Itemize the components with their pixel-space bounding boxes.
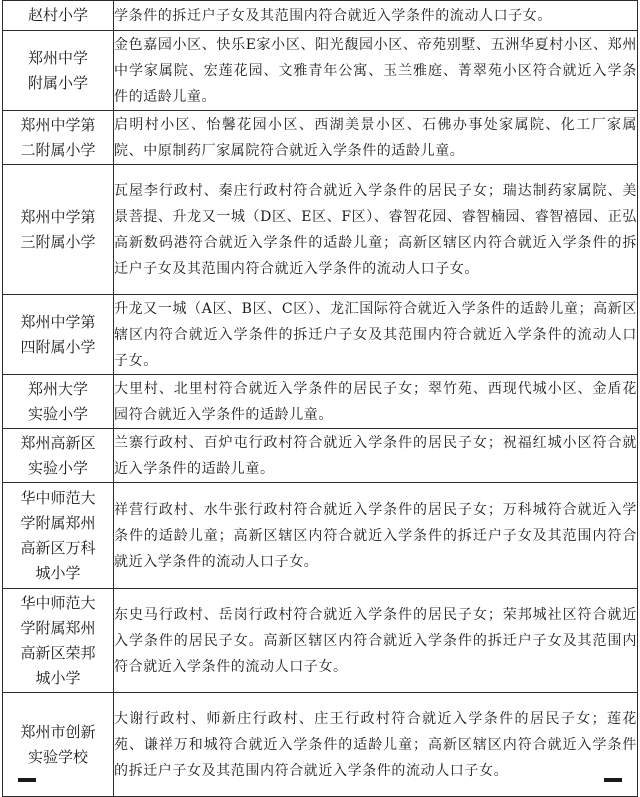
enrollment-area-cell (114, 111, 638, 165)
table-row (3, 165, 638, 295)
enrollment-area-cell (114, 165, 638, 295)
enrollment-area-text: 兰寨行政村、百炉屯行政村符合就近入学条件的居民子女；祝福红城小区符合就近入学条件的适龄儿童。 (114, 434, 637, 477)
school-name-cell (3, 295, 114, 375)
school-district-table-sheet (2, 0, 638, 797)
enrollment-area-text: 东史马行政村、岳岗行政村符合就近入学条件的居民子女；荣邦城社区符合就近入学条件的居民子女。高新区辖区内符合就近入学条件的拆迁户子女及其范围内符合就近入学条件的流动人口子女。 (114, 606, 637, 675)
enrollment-area-cell (114, 31, 638, 111)
enrollment-area-text: 大谢行政村、师新庄行政村、庄王行政村符合就近入学条件的居民子女；莲花苑、谦祥万和城符合就近入学条件的适龄儿童；高新区辖区内符合就近入学条件的拆迁户子女及其范围内符合就近入学条件的流动人口子女。 (114, 710, 637, 779)
school-name-line: 城小学 (35, 563, 81, 582)
school-name-cell (3, 111, 114, 165)
enrollment-area-cell (114, 375, 638, 429)
school-name-cell (3, 375, 114, 429)
table-body (3, 1, 638, 797)
school-district-table (2, 0, 638, 797)
school-name-line: 华中师范大 (20, 488, 96, 507)
school-name-line: 附属小学 (27, 73, 88, 92)
enrollment-area-text: 启明村小区、怡馨花园小区、西湖美景小区、石佛办事处家属院、化工厂家属院、中原制药厂家属院符合就近入学条件的适龄儿童。 (114, 116, 637, 159)
school-name-cell (3, 589, 114, 693)
school-name-cell (3, 165, 114, 295)
school-name-line: 郑州高新区 (20, 433, 96, 452)
page-edge-mark-right (604, 778, 622, 782)
school-name-cell (3, 429, 114, 483)
table-row (3, 589, 638, 693)
enrollment-area-cell (114, 429, 638, 483)
school-name-line: 郑州中学 (27, 48, 88, 67)
school-name-line: 郑州中学第 (20, 312, 96, 331)
table-row (3, 693, 638, 797)
enrollment-area-text: 祥营行政村、水牛张行政村符合就近入学条件的居民子女；万科城符合就近入学条件的适龄儿童；高新区辖区内符合就近入学条件的拆迁户子女及其范围内符合就近入学条件的流动人口子女。 (114, 501, 637, 570)
enrollment-area-text: 升龙又一城（A区、B区、C区）、龙汇国际符合就近入学条件的适龄儿童；高新区辖区内符合就近入学条件的拆迁户子女及其范围内符合就近入学条件的流动人口子女。 (114, 300, 637, 369)
table-row (3, 1, 638, 31)
enrollment-area-cell (114, 589, 638, 693)
school-name-line: 三附属小学 (20, 232, 96, 251)
school-name-line: 高新区荣邦 (20, 643, 96, 662)
enrollment-area-cell (114, 693, 638, 797)
table-row (3, 483, 638, 589)
enrollment-area-text: 大里村、北里村符合就近入学条件的居民子女；翠竹苑、西现代城小区、金盾花园符合就近入学条件的适龄儿童。 (114, 380, 637, 423)
enrollment-area-text: 瓦屋李行政村、秦庄行政村符合就近入学条件的居民子女；瑞达制药家属院、美景菩提、升龙又一城（D区、E区、F区）、睿智花园、睿智楠园、睿智禧园、正弘高新数码港符合就近入学条件的适龄儿童；高新区辖区内符合就近入学条件的拆迁户子女及其范围内符合就近入学条件的流动人口子女。 (114, 182, 637, 277)
school-name-line: 高新区万科 (20, 538, 96, 557)
school-name: 赵村小学 (27, 6, 88, 24)
school-name-line: 学附属郑州 (20, 618, 96, 637)
school-name-line: 四附属小学 (20, 337, 96, 356)
school-name-line: 实验小学 (27, 458, 88, 477)
school-name-line: 郑州大学 (27, 379, 88, 398)
enrollment-area-text: 金色嘉园小区、快乐E家小区、阳光馥园小区、帝苑别墅、五洲华夏村小区、郑州中学家属院、宏莲花园、文雅青年公寓、玉兰雅庭、菁翠苑小区符合就近入学条件的适龄儿童。 (114, 36, 637, 105)
school-name-line: 郑州市创新 (20, 722, 96, 741)
school-name-cell (3, 483, 114, 589)
school-name-line: 华中师范大 (20, 593, 96, 612)
school-name-line: 实验学校 (27, 747, 88, 766)
table-row (3, 375, 638, 429)
school-name-line: 实验小学 (27, 404, 88, 423)
school-name-line: 二附属小学 (20, 140, 96, 159)
school-name-line: 郑州中学第 (20, 115, 96, 134)
enrollment-area-cell (114, 483, 638, 589)
table-row (3, 429, 638, 483)
table-row (3, 295, 638, 375)
enrollment-area-cell (114, 295, 638, 375)
page-edge-mark-left (18, 778, 36, 782)
table-row (3, 31, 638, 111)
school-name-line: 郑州中学第 (20, 207, 96, 226)
table-row (3, 111, 638, 165)
school-name-line: 学附属郑州 (20, 513, 96, 532)
school-name-cell (3, 1, 114, 31)
enrollment-area-cell (114, 1, 638, 31)
enrollment-area-text: 学条件的拆迁户子女及其范围内符合就近入学条件的流动人口子女。 (114, 7, 552, 24)
school-name-line: 城小学 (35, 668, 81, 687)
school-name-cell (3, 31, 114, 111)
